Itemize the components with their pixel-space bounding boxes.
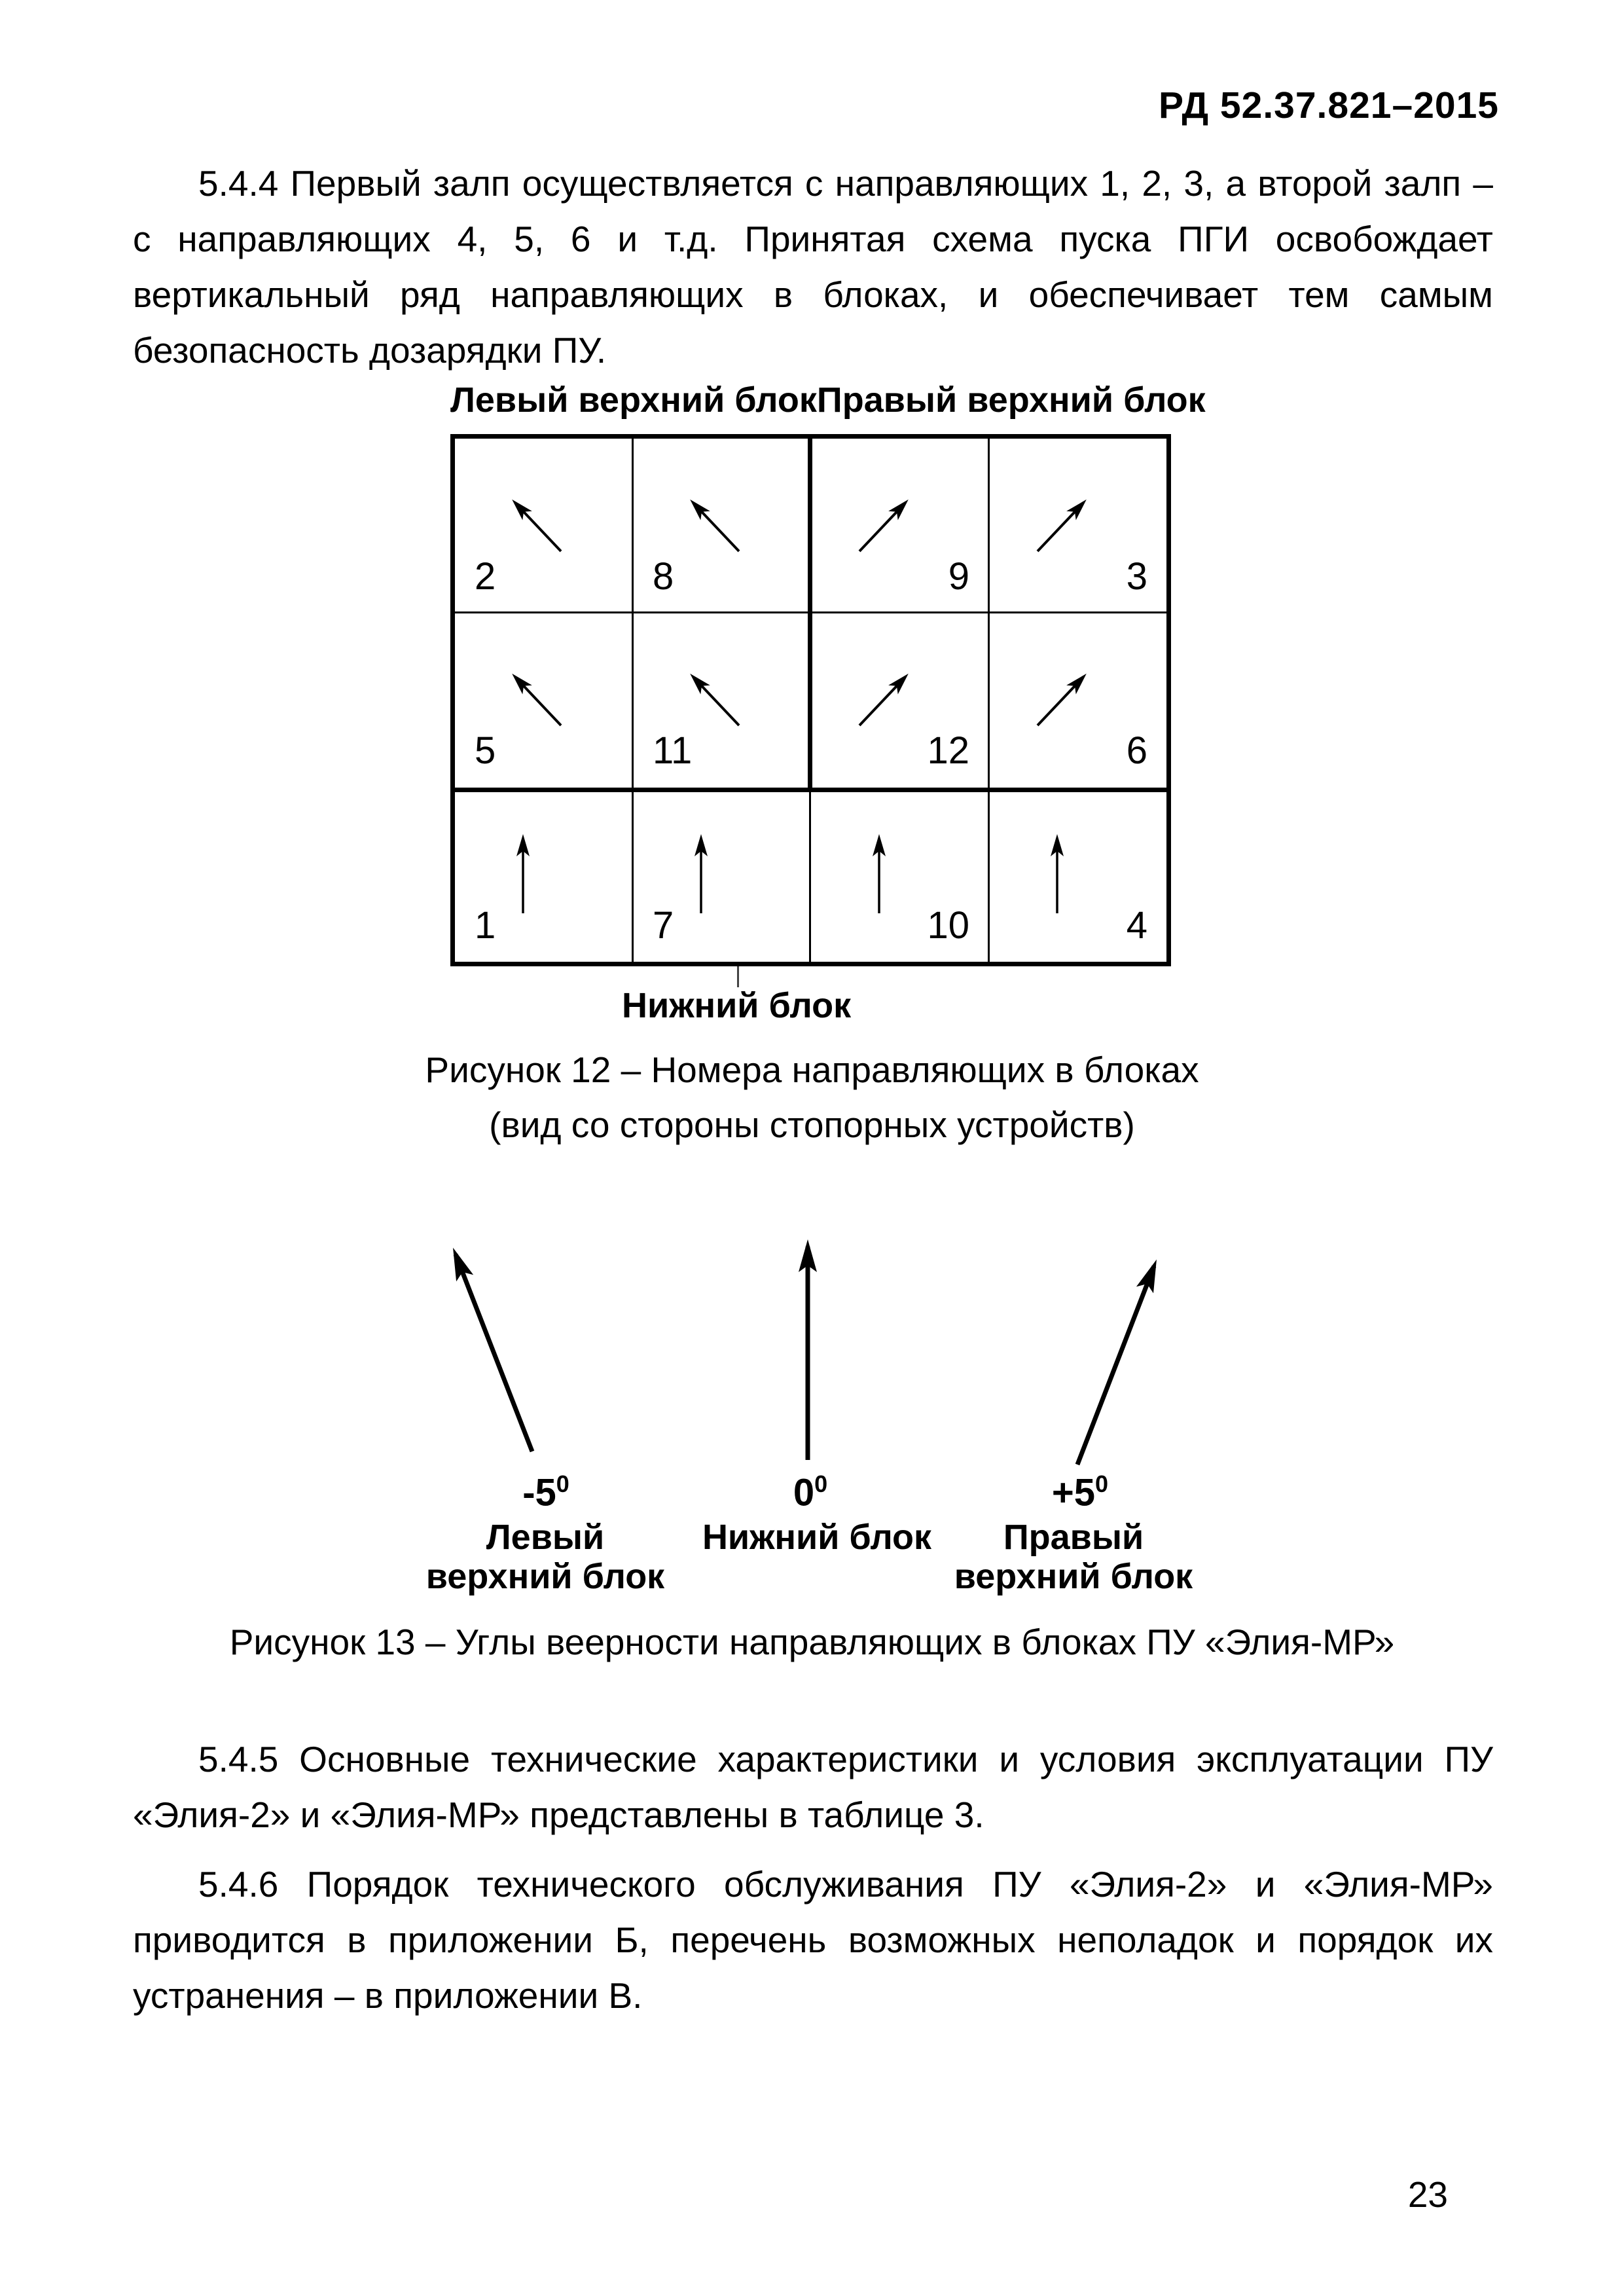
grid-cell [989,613,1167,787]
figure12-caption-line2: (вид со стороны стопорных устройств) [489,1104,1135,1145]
label-right-upper-block: Правый верхний блок [816,380,1206,420]
arrow-plus5 [1077,1266,1154,1465]
paragraph-5-4-6: 5.4.6 Порядок технического обслуживания ПУ «Элия-2» и «Элия-МР» приводится в приложении Б, перечень возможных неполадок и порядок их устранения – в приложении В. [133,1864,1493,2016]
grid-cell [811,613,989,787]
page-number: 23 [1407,2174,1448,2215]
label-left-upper-block-fig13: Левый верхний блок [425,1518,665,1596]
paragraph-5-4-5: 5.4.5 Основные технические характеристики и условия эксплуатации ПУ «Элия-2» и «Элия-МР» представлены в таблице 3. [133,1739,1493,1835]
arrow-minus5 [456,1254,532,1451]
document-code-header: РД 52.37.821–2015 [1159,84,1499,126]
angle-label-zero: $0^0$ [793,1470,828,1514]
cell-number: 7 [653,904,674,947]
figure12-top-labels [450,380,1206,420]
cell-number: 1 [475,904,496,947]
cell-number: 11 [653,729,693,772]
label-right-upper-block-fig13: Правый верхний блок [954,1518,1193,1596]
grid-cell [633,439,811,613]
bottom-block-leader-line [737,966,739,987]
label-left-upper-block: Левый верхний блок [450,380,817,420]
cell-number: 10 [927,904,969,947]
figure12-guide-grid [450,434,1171,966]
cell-number: 12 [927,729,969,772]
figure13-fan-angle-arrows [380,1211,1231,1493]
grid-cell [455,439,633,613]
cell-number: 4 [1126,904,1147,947]
label-bottom-block: Нижний блок [622,986,852,1025]
cell-number: 9 [948,555,969,598]
figure13-caption: Рисунок 13 – Углы веерности направляющих в блоках ПУ «Элия-МР» [229,1622,1395,1662]
grid-cell [633,788,811,962]
paragraph-5-4-4: 5.4.4 Первый залп осуществляется с направляющих 1, 2, 3, а второй залп – с направляющих 4, 5, 6 и т.д. Принятая схема пуска ПГИ освобождает вертикальный ряд направляющих в блоках, и обеспечивает тем самым безопасность дозарядки ПУ. [133,163,1493,371]
cell-number: 8 [653,555,674,598]
grid-cell [811,439,989,613]
figure12-caption-line1: Рисунок 12 – Номера направляющих в блоках [425,1049,1199,1090]
grid-cell [633,613,811,787]
cell-number: 2 [475,555,496,598]
grid-cell [989,439,1167,613]
grid-cell [811,788,989,962]
grid-cell [455,613,633,787]
grid-cell [455,788,633,962]
cell-number: 5 [475,729,496,772]
grid-cell [989,788,1167,962]
label-bottom-block-fig13: Нижний блок [702,1518,932,1557]
angle-label-minus5: $-5^0$ [522,1470,569,1514]
cell-number: 6 [1126,729,1147,772]
figure12-caption [0,1042,1624,1152]
cell-number: 3 [1126,555,1147,598]
angle-label-plus5: $+5^0$ [1051,1470,1109,1514]
